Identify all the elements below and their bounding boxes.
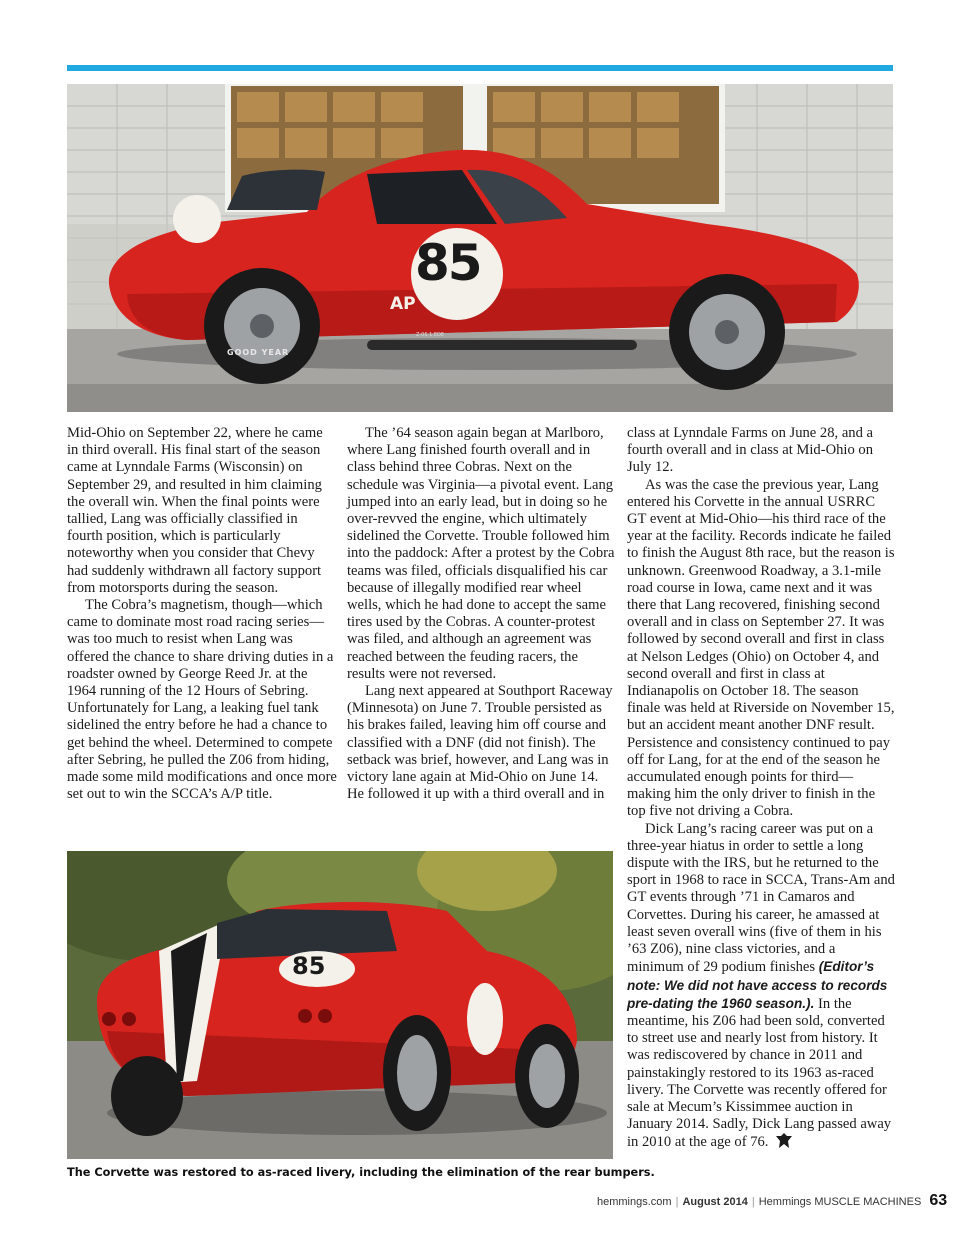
accent-top-bar <box>67 65 893 71</box>
text-column-1 <box>67 425 337 803</box>
side-pipe-text: Z-06 1 EDE <box>416 332 445 338</box>
paragraph <box>627 821 895 1152</box>
end-mark-icon <box>776 1133 792 1148</box>
paragraph-text: In the meantime, his Z06 had been sold, converted to street use and nearly lost from history. It was rediscovered by chance in 2011 and painstakingly restored to its 1963 as-raced livery. The Corvette was recently offered for sale at Mecum’s Kissimmee auction in January 2014. Sadly, Dick Lang passed away in 2010 at the age of 76. <box>627 995 892 1151</box>
text-column-2 <box>347 425 615 803</box>
photo-caption: The Corvette was restored to as-raced livery, including the elimination of the rear bumpers. <box>67 1166 655 1179</box>
paragraph: Mid-Ohio on September 22, where he came in third overall. His final start of the season came at Lynndale Farms (Wisconsin) on September 29, and resulted in him claiming the overall win. When the final points were tallied, Lang was officially classified in fourth position, which is particularly noteworthy when you consider that Chevy had suddenly withdrawn all factory support from motorsports during the season. <box>67 425 323 596</box>
car-class-letters: AP <box>390 294 416 314</box>
corvette-side-photo <box>67 84 893 412</box>
text-column-3 <box>627 425 895 1152</box>
footer-site: hemmings.com <box>597 1196 672 1208</box>
paragraph: As was the case the previous year, Lang entered his Corvette in the annual USRRC GT event at Mid-Ohio—his third race of the year at the facility. Records indicate he failed to finish the August 8th race, but the reason is unknown. Greenwood Roadway, a 3.1-mile road course in Iowa, came next and it was there that Lang recovered, finishing second overall and in class on September 27. It was followed by second overall and first in class at Nelson Ledges (Ohio) on October 4, and second overall and first in class at Indianapolis on October 18. The season finale was held at Riverside on November 15, but an accident meant another DNF result. Persistence and consistency continued to pay off for Lang, for at the end of the season he accumulated enough points for third—making him the only driver to finish in the top five not driving a Cobra. <box>627 476 895 820</box>
page-footer: hemmings.com | August 2014 | Hemmings MUSCLE MACHINES 63 <box>597 1192 948 1209</box>
editors-note: (Editor’s note: We did not have access to records pre-dating the 1960 season.). <box>627 959 888 1011</box>
car-number-side: 85 <box>415 234 481 292</box>
paragraph: Lang next appeared at Southport Raceway (Minnesota) on June 7. Trouble persisted as his brakes failed, leaving him off course and classified with a DNF (did not finish). The setback was brief, however, and Lang was in victory lane again at Mid-Ohio on June 14. He followed it up with a third overall and in <box>347 683 613 803</box>
footer-issue: August 2014 <box>682 1196 748 1208</box>
paragraph: The ’64 season again began at Marlboro, where Lang finished fourth overall and in class behind three Cobras. Next on the schedule was Virginia—a pivotal event. Lang jumped into an early lead, but in doing so he over-revved the engine, which ultimately sidelined the Corvette. Trouble followed him into the paddock: After a protest by the Cobra teams was filed, officials disqualified his car because of illegally modified rear wheel wells, which he had done to accept the same tires used by the Cobras. A counter-protest was filed, and although an agreement was reached between the feuding racers, the results were not reversed. <box>347 425 615 682</box>
page-number: 63 <box>929 1192 948 1209</box>
corvette-rear-photo <box>67 851 613 1159</box>
paragraph-text: Dick Lang’s racing career was put on a three-year hiatus in order to settle a long dispute with the IRS, but he returned to the sport in 1968 to race in SCCA, Trans-Am and GT events through ’71 in Camaros and Corvettes. During his career, he amassed at least seven overall wins (five of them in his ’63 Z06), nine class victories, and a minimum of 29 podium finishes <box>627 820 895 976</box>
paragraph: The Cobra’s magnetism, though—which came to dominate most road racing series—was too much to resist when Lang was offered the chance to share driving duties in a roadster owned by George Reed Jr. at the 1964 running of the 12 Hours of Sebring. Unfortunately for Lang, a leaking fuel tank sidelined the entry before he had a chance to get behind the wheel. Determined to compete after Sebring, he pulled the Z06 from hiding, made some mild modifications and once more set out to win the SCCA’s A/P title. <box>67 597 337 803</box>
paragraph: class at Lynndale Farms on June 28, and a fourth overall and in class at Mid-Ohio on July 12. <box>627 425 874 476</box>
car-number-rear: 85 <box>292 952 326 980</box>
footer-magazine: Hemmings MUSCLE MACHINES <box>758 1196 922 1208</box>
tire-brand-text: GOOD YEAR <box>227 348 290 357</box>
